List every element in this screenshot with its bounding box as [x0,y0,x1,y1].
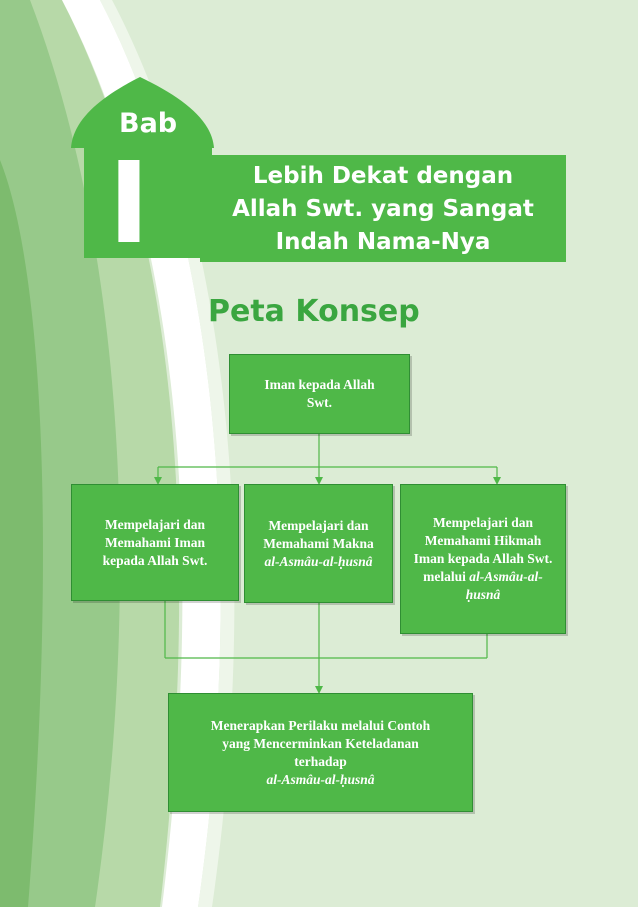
chapter-title [200,160,566,259]
chapter-number: I [108,139,150,269]
node-root [229,354,410,434]
node-branch-right-text: Mempelajari dan Memahami Hikmah Iman kepada Allah Swt. melalui [413,515,553,584]
chapter-title-line-1: Lebih Dekat dengan [252,163,514,189]
node-result-content [196,717,446,789]
node-branch-middle-italic: al-Asmâu-al-ḥusnâ [264,553,373,569]
node-branch-middle-content [255,517,383,571]
concept-map-heading: Peta Konsep [208,294,420,329]
node-branch-right [400,484,566,634]
node-result [168,693,473,812]
node-branch-left-text: Mempelajari dan Memahami Iman kepada Allah Swt. [102,516,208,568]
chapter-title-line-2: Allah Swt. yang Sangat [232,196,534,222]
node-result-text: Menerapkan Perilaku melalui Contoh yang Mencerminkan Keteladanan terhadap [210,717,431,769]
node-branch-right-italic: al-Asmâu-al-ḥusnâ [465,569,543,602]
chapter-label: Bab [119,108,178,139]
node-root-text: Iman kepada Allah Swt. [264,377,375,410]
node-result-italic: al-Asmâu-al-ḥusnâ [266,771,375,787]
node-branch-middle [244,484,393,603]
node-branch-left [71,484,239,601]
node-branch-right-content [413,514,553,604]
node-branch-middle-text: Mempelajari dan Memahami Makna [263,517,374,551]
chapter-title-line-3: Indah Nama-Nya [275,229,491,255]
